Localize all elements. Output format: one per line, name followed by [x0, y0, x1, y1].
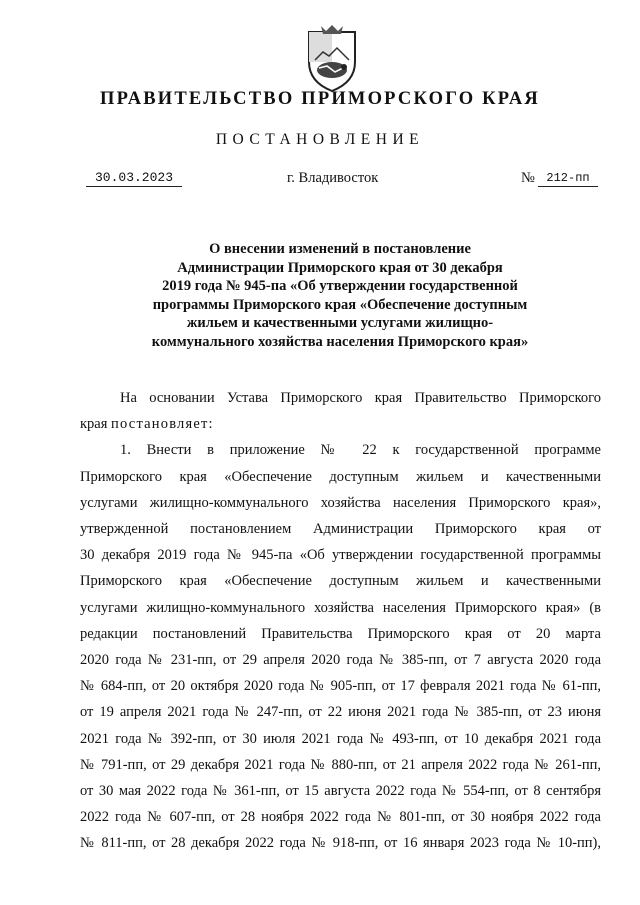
paragraph-1-line: № 811-пп, от 28 декабря 2022 года № 918-пп, от 16 января 2023 года № 10-пп), [80, 835, 601, 852]
heading-line: программы Приморского края «Обеспечение доступным [152, 296, 528, 313]
document-date: 30.03.2023 [86, 170, 182, 187]
decree-verb: постановляет: [111, 416, 214, 433]
paragraph-1-line: Приморского края «Обеспечение доступным жильем и качественными [80, 468, 601, 485]
paragraph-1-line: услугами жилищно-коммунального хозяйства населения Приморского края» (в [80, 599, 601, 616]
paragraph-1-line: редакции постановлений Правительства Приморского края от 20 марта [80, 625, 601, 642]
heading-line: О внесении изменений в постановление [209, 241, 471, 257]
preamble-line: На основании Устава Приморского края Правительство Приморского [120, 390, 601, 406]
document-city: г. Владивосток [287, 170, 379, 186]
heading-line: Администрации Приморского края от 30 декабря [177, 259, 503, 276]
heading-line: 2019 года № 945-па «Об утверждении государственной [162, 278, 518, 295]
document-body [80, 385, 601, 857]
heading-line: коммунального хозяйства населения Приморского края» [151, 333, 529, 350]
paragraph-1-line: № 684-пп, от 20 октября 2020 года № 905-пп, от 17 февраля 2021 года № 61-пп, [80, 678, 601, 695]
document-number: 212-пп [538, 170, 598, 187]
paragraph-1-line: Приморского края «Обеспечение доступным жильем и качественными [80, 573, 601, 590]
paragraph-1-line: от 19 апреля 2021 года № 247-пп, от 22 июня 2021 года № 385-пп, от 23 июня [80, 704, 601, 721]
preamble-line [80, 411, 601, 437]
coat-of-arms-icon [301, 22, 363, 94]
paragraph-1-line: 30 декабря 2019 года № 945-па «Об утверждении государственной программы [80, 547, 601, 564]
government-title: ПРАВИТЕЛЬСТВО ПРИМОРСКОГО КРАЯ [99, 89, 540, 109]
paragraph-1-line: 2021 года № 392-пп, от 30 июля 2021 года № 493-пп, от 10 декабря 2021 года [80, 730, 601, 747]
document-heading [100, 240, 580, 352]
paragraph-1-line: № 791-пп, от 29 декабря 2021 года № 880-пп, от 21 апреля 2022 года № 261-пп, [80, 756, 601, 773]
paragraph-1-line: от 30 мая 2022 года № 361-пп, от 15 августа 2022 года № 554-пп, от 8 сентября [80, 783, 601, 800]
paragraph-1-line: 2022 года № 607-пп, от 28 ноября 2022 года № 801-пп, от 30 ноября 2022 года [80, 809, 601, 826]
preamble-text: края [80, 416, 112, 433]
paragraph-1-line: 1. Внести в приложение № 22 к государственной программе [120, 442, 601, 459]
paragraph-1-line: услугами жилищно-коммунального хозяйства населения Приморского края», [80, 494, 601, 511]
paragraph-1-line: утвержденной постановлением Администрации Приморского края от [80, 521, 601, 538]
number-label: № [521, 170, 535, 186]
document-type: ПОСТАНОВЛЕНИЕ [215, 131, 425, 148]
paragraph-1-line: 2020 года № 231-пп, от 29 апреля 2020 года № 385-пп, от 7 августа 2020 года [80, 652, 601, 669]
heading-line: жильем и качественными услугами жилищно- [186, 315, 494, 332]
